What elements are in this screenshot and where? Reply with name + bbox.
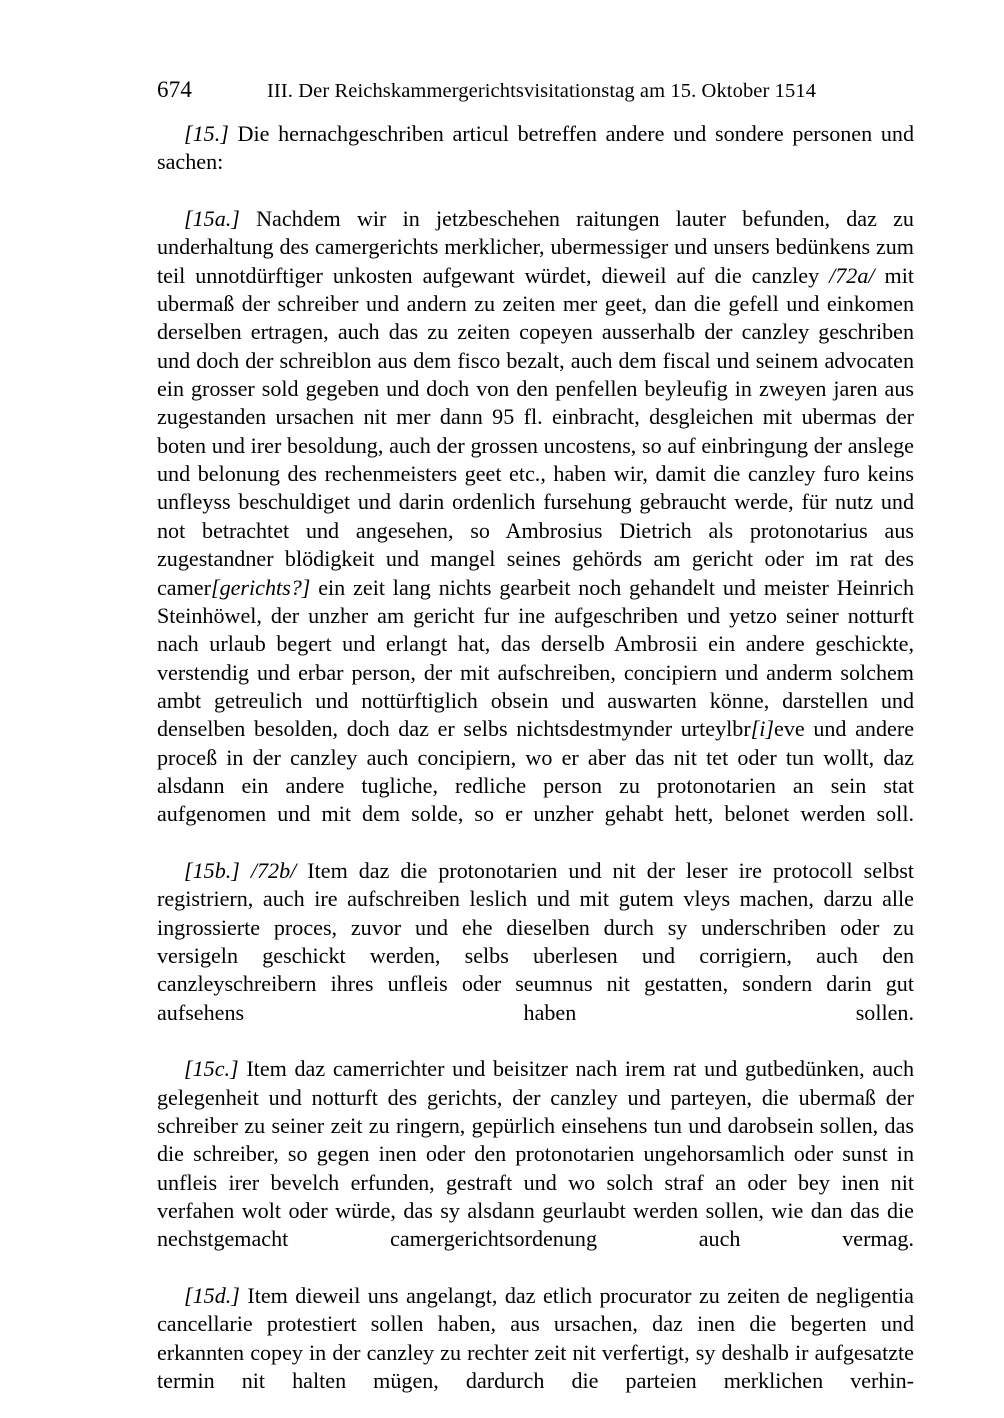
paragraph-15b xyxy=(157,857,914,1055)
section-marker-15b: [15b.] xyxy=(184,857,240,883)
paragraph-15a-text-3: ein zeit lang nichts gearbeit noch gehandelt und meister Heinrich Steinhöwel, der unzher am gericht fur ine aufgeschriben und yetzo seiner notturft nach urlaub begert und erlangt hat, das derselb Ambrosii ein andere geschickte, verstendig und erbar person, der mit aufschreiben, concipiern und anderm solchem ambt getreulich und nottürftiglich obsein und auswarten könne, darstellen und denselben besolden, doch daz er selbs nichtsdestmynder urteylbr xyxy=(157,574,914,742)
running-title: III. Der Reichskammergerichtsvisitationstag am 15. Oktober 1514 xyxy=(267,80,817,102)
folio-marker-72b: /72b/ xyxy=(250,857,297,883)
paragraph-15-text: Die hernachgeschriben articul betreffen andere und sondere personen und sachen: xyxy=(157,121,914,175)
paragraph-15a-text-4: eve und andere proceß in der canzley auch concipiern, wo er aber das nit tet oder tun wollt, daz alsdann ein andere tugliche, redliche person zu protonotarien an sein stat aufgenomen und mit dem solde, so er unzher gehabt hett, belonet werden soll. xyxy=(157,716,914,827)
editorial-insertion-gerichts: [gerichts?] xyxy=(210,574,311,600)
body-text xyxy=(157,120,914,1418)
paragraph-15a-text-1: Nachdem wir in jetzbeschehen raitungen lauter befunden, daz zu underhaltung des camergerichts merklicher, ubermessiger und unsers bedünkens zum teil unnotdürftiger unkosten aufgewant würdet, dieweil auf die canzley xyxy=(157,206,914,288)
folio-marker-72a: /72a/ xyxy=(829,262,875,288)
section-marker-15: [15.] xyxy=(184,121,229,146)
page-number: 674 xyxy=(157,77,193,102)
section-marker-15c: [15c.] xyxy=(184,1056,239,1082)
paragraph-15a xyxy=(157,205,914,857)
section-marker-15a: [15a.] xyxy=(184,206,240,232)
paragraph-15a-text-2: mit ubermaß der schreiber und andern zu zeiten mer geet, dan die gefell und einkomen derselben ertragen, auch das zu zeiten copeyen ausserhalb der canzley geschriben und doch der schreiblon aus dem fisco bezalt, auch dem fiscal und seinem advocaten ein grosser sold gegeben und doch von den penfellen beyleufig in zweyen jaren aus zugestanden ursachen nit mer dann 95 fl. einbracht, desgleichen mit ubermas der boten und irer besoldung, auch der grossen uncostens, so auf einbringung der anslege und belonung des rechenmeisters geet etc., haben wir, damit die canzley furo keins unfleyss beschuldiget und darin ordenlich fursehung gebraucht werde, für nutz und not betrachtet und angesehen, so Ambrosius Dietrich als protonotarius aus zugestandner blödigkeit und mangel seines gehörds am gericht oder im rat des camer xyxy=(157,262,914,600)
running-head xyxy=(157,76,914,104)
paragraph-15d xyxy=(157,1282,914,1418)
paragraph-15 xyxy=(157,120,914,205)
paragraph-15b-text: Item daz die protonotarien und nit der leser ire protocoll selbst registriern, auch ire aufschreiben leslich und mit gutem vleys machen, darzu alle ingrossierte proces, zuvor und ehe dieselben durch sy underschriben oder zu versigeln geschickt werden, selbs uberlesen und corrigiern, auch den canzleyschreibern ihres unfleis oder seumnus nit gestatten, sondern darin gut aufsehens haben sollen. xyxy=(157,857,914,1025)
section-marker-15d: [15d.] xyxy=(184,1283,240,1309)
editorial-insertion-i: [i] xyxy=(750,716,775,742)
paragraph-15d-text: Item dieweil uns angelangt, daz etlich procurator zu zeiten de negligentia cancellarie protestiert sollen haben, aus ursachen, daz inen die begerten und erkannten copey in der canzley zu rechter zeit nit verfertigt, sy deshalb ir aufgesatzte termin nit halten mügen, dardurch die parteien merklichen verhin- xyxy=(157,1283,914,1394)
paragraph-15c-text: Item daz camerrichter und beisitzer nach irem rat und gutbedünken, auch gelegenheit und notturft des gerichts, der canzley und parteyen, die ubermaß der schreiber zu seiner zeit zu ringern, gepürlich einsehens tun und darobsein sollen, das die schreiber, so gegen inen oder den protonotarien ungehorsamlich oder sunst in unfleis irer bevelch erfunden, gestraft und wo solch straf an oder bey inen nit verfahen wolt oder würde, das sy alsdann geurlaubt werden sollen, wie dan das die nechstgemacht camergerichtsordenung auch vermag. xyxy=(157,1056,914,1252)
paragraph-15c xyxy=(157,1055,914,1282)
